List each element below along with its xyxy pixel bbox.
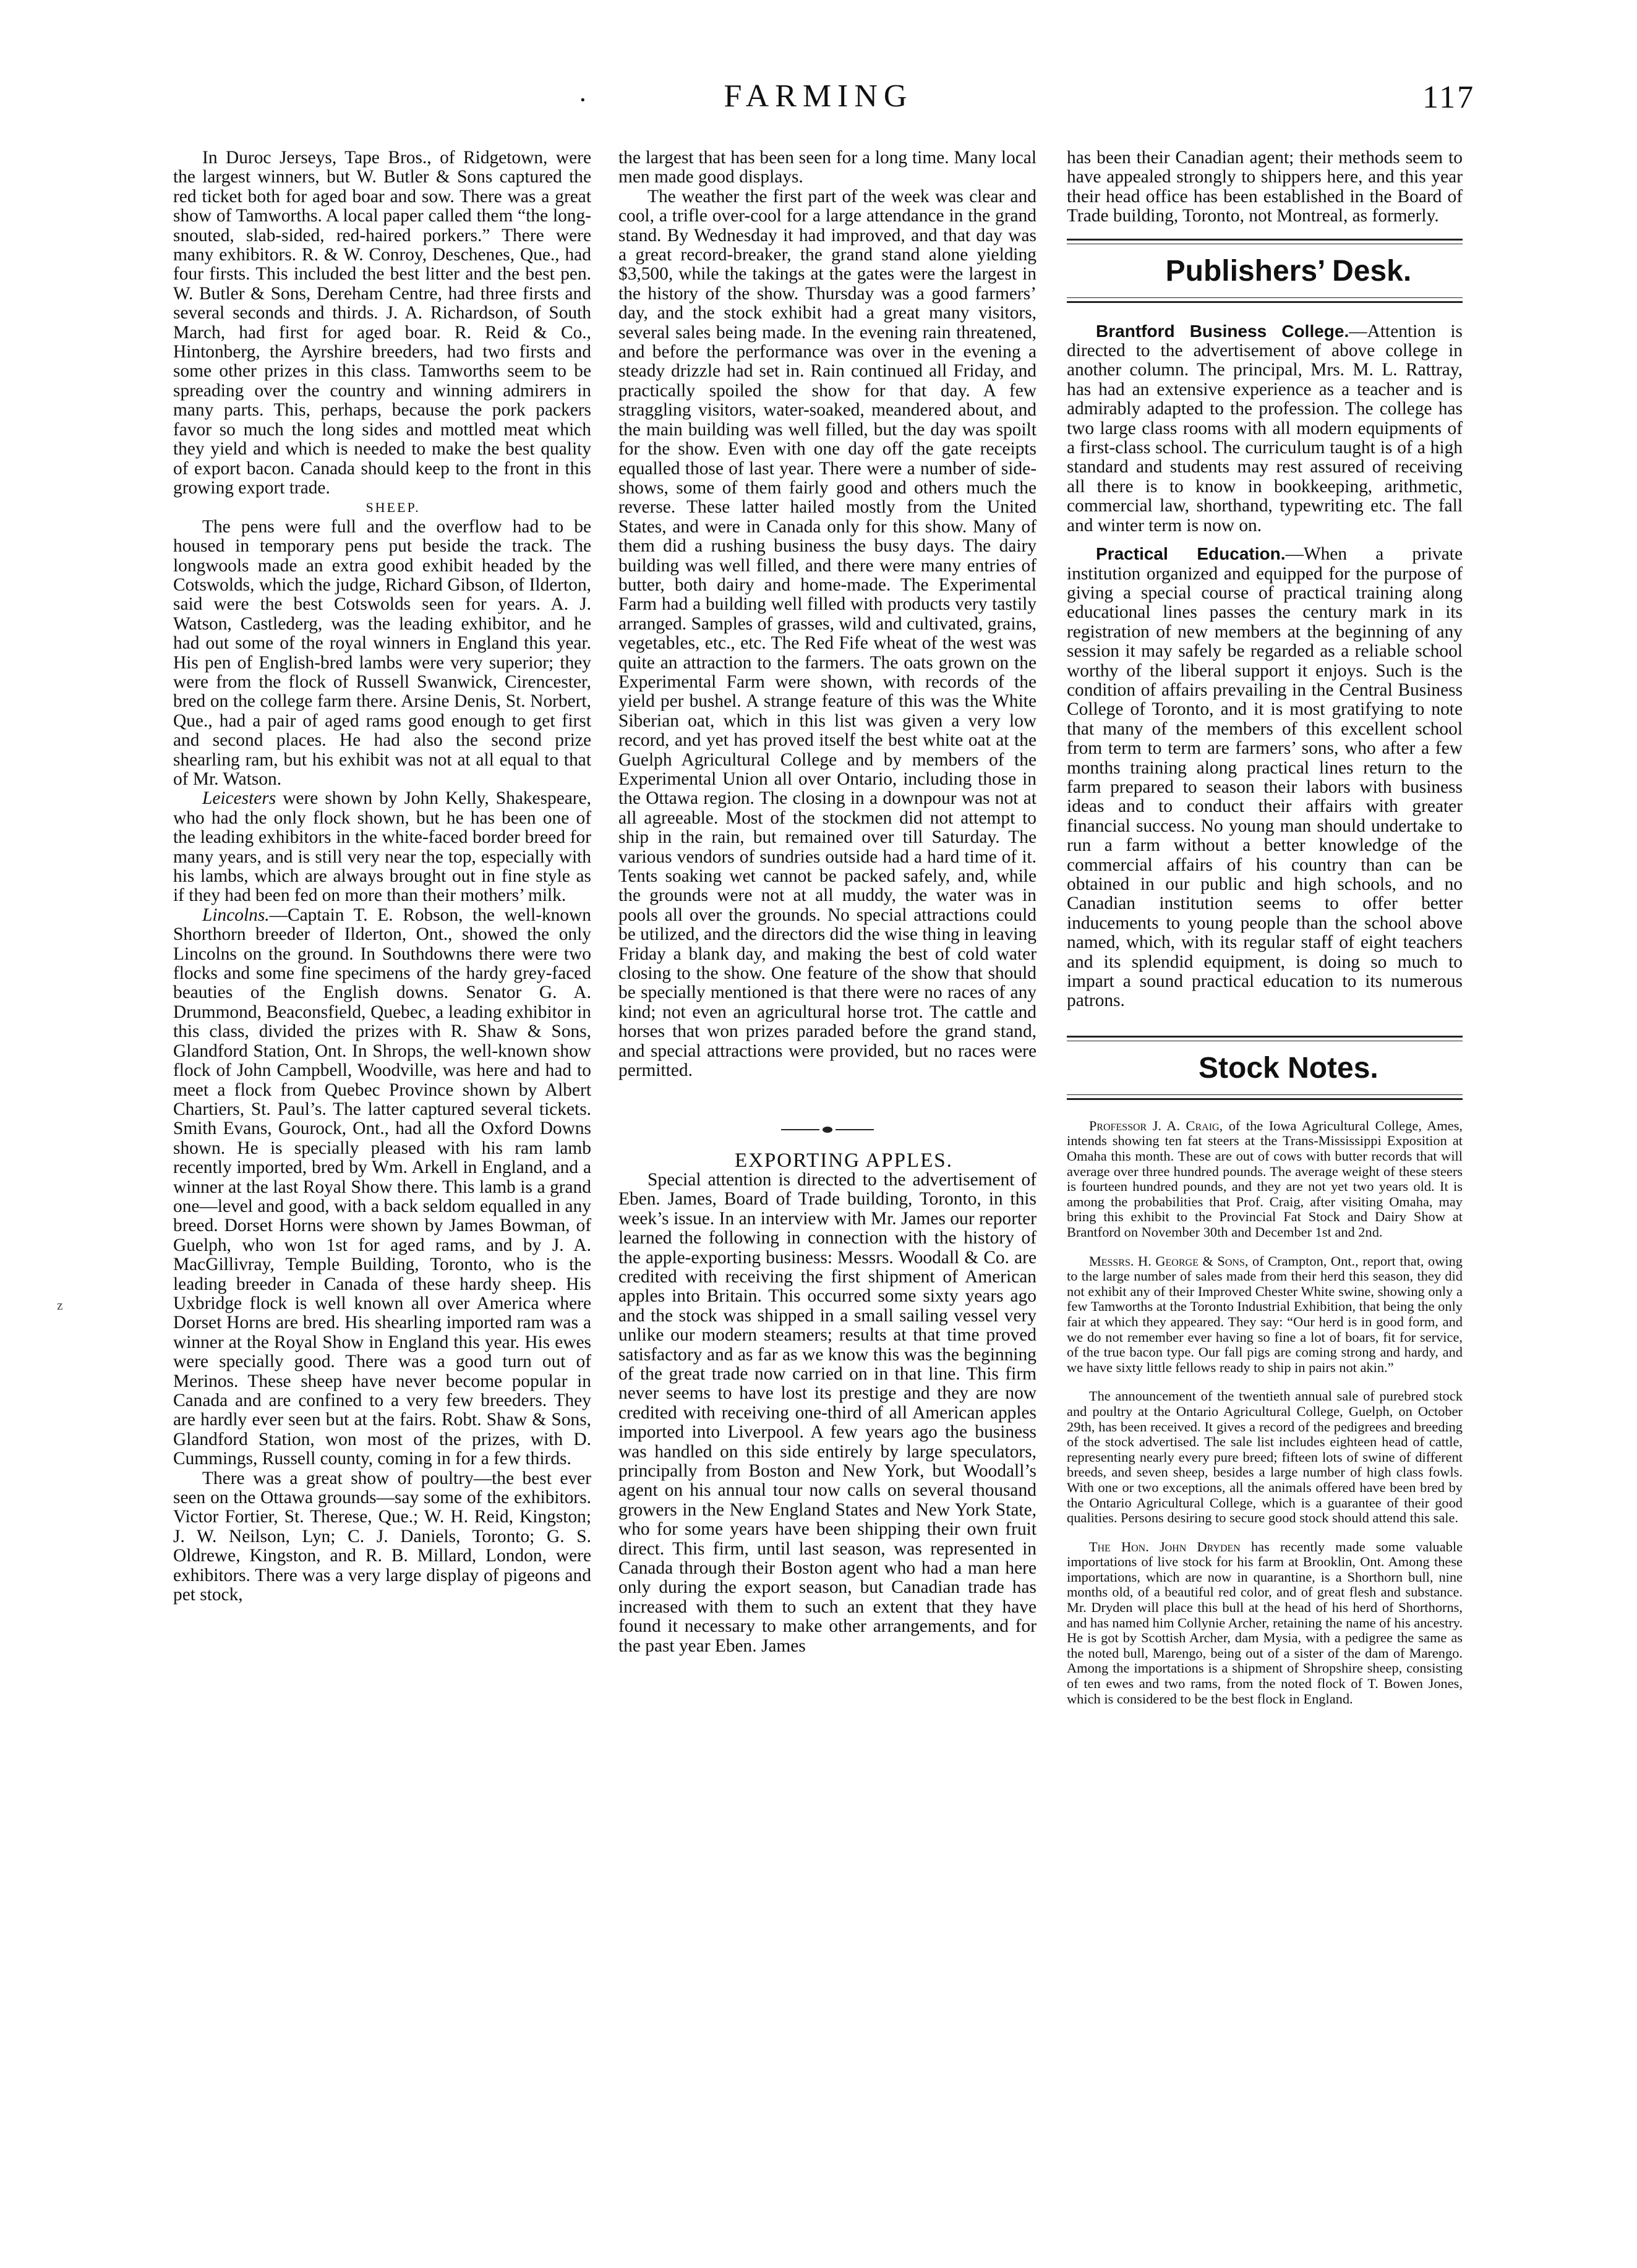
note-text: has recently made some valuable importations of live stock for his farm at Brooklin, Ont. Among these importations, which are now in quarantine, is a Shorthorn bull, nine months old, of a beautiful red color, and of great flesh and substance. Mr. Dryden will place this bull at the head of his herd of Shorthorns, and has named him Collynie Archer, retaining the name of his ancestry. He is got by Scottish Archer, dam Mysia, with a pedigree the same as the noted bull, Marengo, being out of a sister of the dam of Marengo. Among the importations is a shipment of Shropshire sheep, consisting of ten ewes and two rams, from the noted flock of T. Bowen Jones, which is considered to be the best flock in England. [1067, 1538, 1463, 1707]
column-1 [173, 148, 591, 1605]
brantford-paragraph [1067, 322, 1463, 535]
publication-title: FARMING [724, 79, 913, 114]
brantford-lead: Brantford Business College. [1096, 321, 1349, 341]
rule [1067, 239, 1463, 244]
header-dot: · [578, 85, 588, 115]
exporting-apples-heading: EXPORTING APPLES. [734, 1149, 953, 1172]
note-text: of the Iowa Agricultural College, Ames, intends showing ten fat steers at the Trans-Mississippi Exposition at Omaha this month. These are out of cows with butter records that will average over three hundred pounds. The average weight of these steers is fourteen hundred pounds, and they are not yet two years old. It is among the probabilities that Prof. Craig, after visiting Omaha, may bring this exhibit to the Provincial Fat Stock and Dairy Show at Brantford on November 30th and December 1st and 2nd. [1067, 1117, 1463, 1240]
stock-notes-title: Stock Notes. [1199, 1051, 1378, 1085]
weather-paragraph: The weather the first part of the week was clear and cool, a trifle over-cool for a large attendance in the grand stand. By Wednesday it had improved, and that day was a great record-breaker, the grand stand alone yielding $3,500, while the takings at the gates were the largest in the history of the show. Thursday was a good farmers’ day, and the stock exhibit had a great many visitors, several sales being made. In the evening rain threatened, and before the performance was over in the evening a steady drizzle had set in. Rain continued all Friday, and practically spoiled the show for that day. A few straggling visitors, water-soaked, meandered about, and the main building was well filled, but the day was spoilt for the show. Even with one day off the gate receipts equalled those of last year. There were a number of side-shows, some of them fairly good and others much the reverse. These latter hailed mostly from the United States, and were in Canada only for this show. Many of them did a rushing business the busy days. The dairy building was well filled, and there were many entries of butter, both dairy and home-made. The Experimental Farm had a building well filled with products very tastily arranged. Samples of grasses, wild and cultivated, grains, vegetables, etc., etc. The Red Fife wheat of the west was quite an attraction to the farmers. The oats grown on the Experimental Farm were shown, with records of the yield per bushel. A strange feature of this was the White Siberian oat, which in this list was given a very low record, and yet has proved itself the best white oat at the Guelph Agricultural College and by members of the Experimental Union all over Ontario, including those in the Ottawa region. The closing in a downpour was not at all agreeable. Most of the stockmen did not attempt to ship in the rain, but remained over till Saturday. The various vendors of sundries outside had a hard time of it. Tents soaking wet cannot be packed safely, and, while the grounds were not at all muddy, the water was in pools all over the grounds. No special attractions could be utilized, and the directors did the wise thing in leaving Friday a blank day, and making the best of cold water closing to the show. One feature of the show that should be specially mentioned is that there were no races of any kind; not even an agricultural horse trot. The cattle and horses that won prizes paraded before the grand stand, and special attractions were provided, but no races were permitted. [618, 186, 1036, 1081]
stock-note-craig [1067, 1119, 1463, 1240]
stock-note-george [1067, 1254, 1463, 1376]
publishers-desk-title: Publishers’ Desk. [1165, 254, 1412, 288]
rule [1067, 1094, 1463, 1100]
stock-note-sale: The announcement of the twentieth annual sale of purebred stock and poultry at the Ontario Agricultural College, Guelph, on October 29th, has been received. It gives a record of the pedigrees and breeding of the stock advertised. The sale list includes eighteen head of cattle, representing nearly every pure breed; fifteen lots of swine of different breeds, and seven sheep, besides a large number of high class fowls. With one or two exceptions, all the animals offered have been bred by the Ontario Agricultural College, which is a guarantee of their good qualities. Persons desiring to secure good stock should attend this sale. [1067, 1388, 1463, 1526]
continued-paragraph: the largest that has been seen for a long time. Many local men made good displays. [618, 148, 1036, 187]
column-2 [618, 148, 1036, 1656]
lincolns-paragraph [173, 906, 591, 1469]
practical-education-paragraph [1067, 544, 1463, 1011]
running-head [0, 73, 1637, 129]
page-number: 117 [1422, 80, 1476, 115]
note-lead: Messrs. H. George & Sons, [1088, 1253, 1249, 1269]
continued-paragraph-3: has been their Canadian agent; their methods seem to have appealed strongly to shippers here, and this year their head office has been established in the Board of Trade building, Toronto, not Montreal, as formerly. [1067, 148, 1463, 226]
exporting-apples-paragraph: Special attention is directed to the advertisement of Eben. James, Board of Trade building, Toronto, in this week’s issue. In an interview with Mr. James our reporter learned the following in connection with the history of the apple-exporting business: Messrs. Woodall & Co. are credited with receiving the first shipment of American apples into Britain. This occurred some sixty years ago and the stock was shipped in a small sailing vessel very unlike our modern steamers; results at that time proved satisfactory and as far as we know this was the beginning of the great trade now carried on in that line. This firm never seems to have lost its prestige and they are now credited with receiving one-third of all American apples imported into Liverpool. A few years ago the business was handled on this side entirely by large speculators, principally from Boston and New York, but Woodall’s agent on his annual tour now calls on several thousand growers in the New England States and New York State, who for some years have been shipping their own fruit direct. This firm, until last season, was represented in Canada through their Boston agent who had a man here only during the export season, but Canadian trade has increased with them to such an extent that they have found it necessary to make other arrangements, and for the past year Eben. James [618, 1169, 1036, 1656]
column-3 [1067, 148, 1463, 1720]
note-lead: The Hon. John Dryden [1088, 1538, 1241, 1554]
rule [1067, 1036, 1463, 1041]
leicesters-paragraph [173, 789, 591, 905]
section-ornament [781, 1127, 874, 1133]
poultry-paragraph: There was a great show of poultry—the best ever seen on the Ottawa grounds—say some of the exhibitors. Victor Fortier, St. Therese, Que.; W. H. Reid, Kingston; J. W. Neilson, Lyn; C. J. Daniels, Toronto; G. S. Oldrewe, Kingston, and R. B. Millard, London, were exhibitors. There was a very large display of pigeons and pet stock, [173, 1468, 591, 1605]
note-lead: Professor J. A. Craig, [1088, 1117, 1223, 1133]
leicesters-lead: Leicesters [202, 788, 276, 809]
sheep-paragraph: The pens were full and the overflow had to be housed in temporary pens put beside the track. The longwools made an extra good exhibit headed by the Cotswolds, which the judge, Richard Gibson, of Ilderton, said were the best Cotswolds seen for years. A. J. Watson, Castlederg, was the leading exhibitor, and he had out some of the royal winners in England this year. His pen of English-bred lambs were very superior; they were from the flock of Russell Swanwick, Cirencester, bred on the college farm there. Arsine Denis, St. Norbert, Que., had a pair of aged rams good enough to get first and second places. He had also the second prize shearling ram, but his exhibit was not at all equal to that of Mr. Watson. [173, 516, 591, 789]
practical-text: —When a private institution organized and equipped for the purpose of giving a special course of practical training along educational lines passes the century mark in its registration of new members at the beginning of any session it may safely be regarded as a reliable school worthy of the liberal support it enjoys. Such is the condition of affairs prevailing in the Central Business College of Toronto, and it is most gratifying to note that many of the members of this excellent school from term to term are farmers’ sons, who after a few months training along practical lines return to the farm prepared to season their labors with business ideas and to conduct their affairs with greater financial success. No young man should undertake to run a farm without a better knowledge of the commercial affairs of his country than can be obtained in our public and high schools, and no Canadian institution seems to offer better inducements to young people than the school above named, which, with its regular staff of eight teachers and its splendid equipment, is doing so much to impart a sound practical education to its numerous patrons. [1067, 544, 1463, 1011]
lincolns-text: —Captain T. E. Robson, the well-known Shorthorn breeder of Ilderton, Ont., showed the only Lincolns on the ground. In Southdowns there were two flocks and some fine specimens of the hardy grey-faced beauties of the English downs. Senator G. A. Drummond, Beaconsfield, Quebec, a leading exhibitor in this class, divided the prizes with R. Shaw & Sons, Glandford Station, Ont. In Shrops, the well-known show flock of John Campbell, Woodville, was here and had to meet a flock from Quebec Province shown by Albert Chartiers, St. Paul’s. The latter captured several tickets. Smith Evans, Gourock, Ont., had all the Oxford Downs shown. He is specially pleased with his ram lamb recently imported, bred by Wm. Arkell in England, and a winner at the last Royal Show there. This lamb is a grand one—level and good, with a back seldom equalled in any breed. Dorset Horns were shown by James Bowman, of Guelph, who won 1st for aged rams, and by J. A. MacGillivray, Temple Building, Toronto, who is the leading breeder in Canada of these hardy sheep. His Uxbridge flock is well known all over America where Dorset Horns are bred. His shearling imported ram was a winner at the Royal Show in England this year. His ewes were specially good. There was a good turn out of Merinos. These sheep have never become popular in Canada and are confined to a very few breeders. They are hardly ever seen but at the fairs. Robt. Shaw & Sons, Glandford Station, won most of the prizes, with D. Cummings, Russell county, coming in for a few thirds. [173, 905, 591, 1469]
brantford-text: —Attention is directed to the advertisement of above college in another column. The principal, Mrs. M. L. Rattray, has had an extensive experience as a teacher and is admirably adapted to the profession. The college has two large class rooms with all modern equipments of a first-class school. The curriculum taught is of a high standard and students may rest assured of receiving all there is to know in bookkeeping, arithmetic, commercial law, shorthand, typewriting etc. The fall and winter term is now on. [1067, 321, 1463, 535]
practical-lead: Practical Education. [1096, 544, 1286, 564]
lincolns-lead: Lincolns. [202, 905, 270, 925]
margin-mark: z [57, 1297, 63, 1313]
sheep-heading: SHEEP. [365, 500, 421, 516]
stock-note-dryden [1067, 1540, 1463, 1707]
leicesters-text: were shown by John Kelly, Shakespeare, who had the only flock shown, but he has been one of the leading exhibitors in the white-faced border breed for many years, and is still very near the top, especially with his lambs, which are always brought out in fine style as if they had been fed on more than their mothers’ milk. [173, 788, 591, 906]
rule [1067, 297, 1463, 303]
swine-paragraph: In Duroc Jerseys, Tape Bros., of Ridgetown, were the largest winners, but W. Butler & Sons captured the red ticket both for aged boar and sow. There was a great show of Tamworths. A local paper called them “the long-snouted, slab-sided, red-haired porkers.” There were many exhibitors. R. & W. Conroy, Deschenes, Que., had four firsts. This included the best litter and the best pen. W. Butler & Sons, Dereham Centre, had three firsts and several seconds and thirds. J. A. Richardson, of South March, had first for aged boar. R. Reid & Co., Hintonberg, the Ayrshire breeders, had two firsts and some other prizes in this class. Tamworths seem to be spreading over the country and winning admirers in many parts. This, perhaps, because the pork packers favor so much the long sides and mottled meat which they yield and which is needed to make the best quality of export bacon. Canada should keep to the front in this growing export trade. [173, 148, 591, 498]
note-text: of Crampton, Ont., report that, owing to the large number of sales made from their herd this season, they did not exhibit any of their Improved Chester White swine, showing only a few Tamworths at the Toronto Industrial Exhibition, that being the only fair at which they appeared. They say: “Our herd is in good form, and we do not remember ever having so fine a lot of boars, fit for service, of the true bacon type. Our fall pigs are coming strong and hardy, and we have sixty little fellows ready to ship in pairs not akin.” [1067, 1253, 1463, 1375]
